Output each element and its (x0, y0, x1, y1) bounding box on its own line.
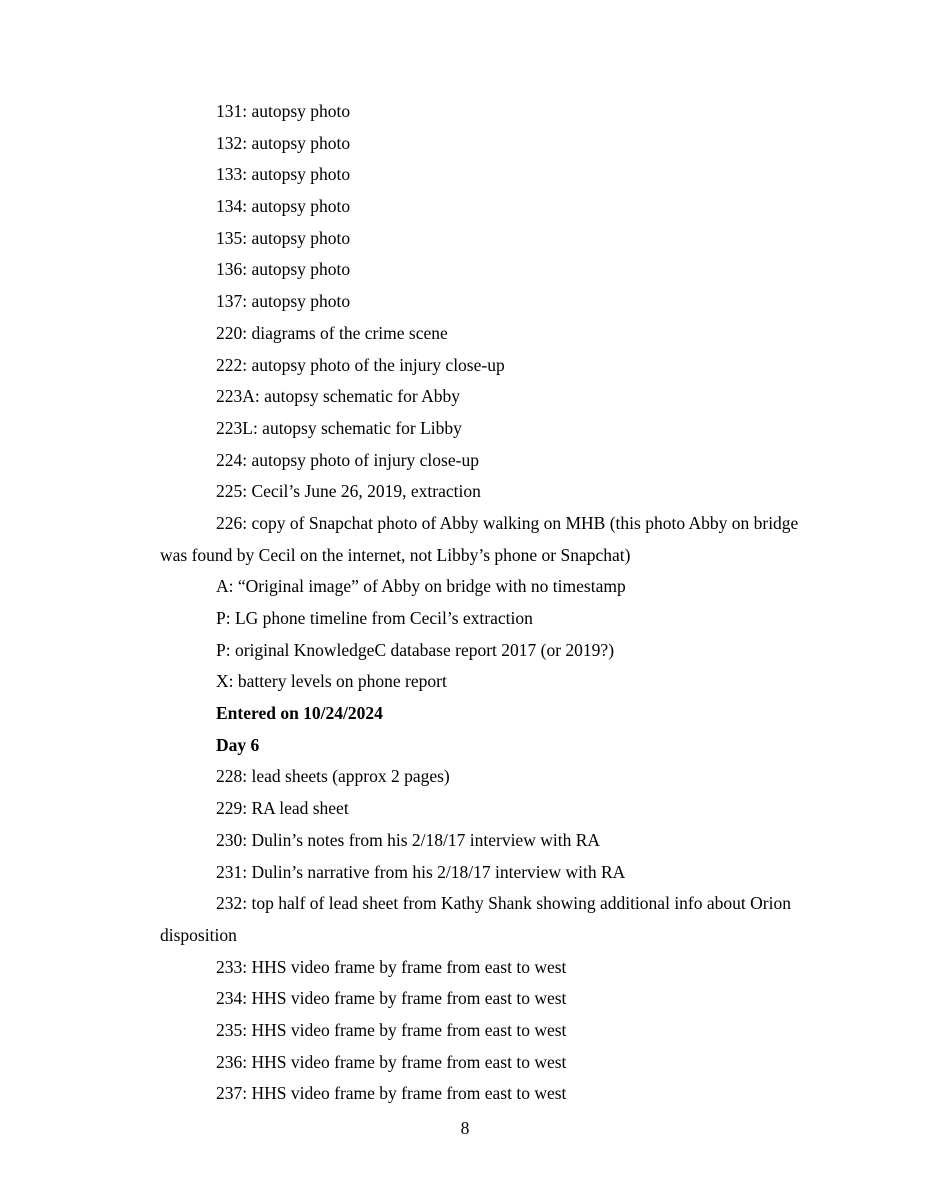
exhibit-entry: 133: autopsy photo (216, 164, 351, 185)
exhibit-entry: 135: autopsy photo (216, 227, 351, 248)
exhibit-entry: 233: HHS video frame by frame from east to west (216, 956, 567, 977)
exhibit-entry: 237: HHS video frame by frame from east to west (216, 1083, 567, 1104)
exhibit-entry: 134: autopsy photo (216, 196, 351, 217)
exhibit-entry: 223A: autopsy schematic for Abby (216, 386, 460, 407)
exhibit-entry: 224: autopsy photo of injury close-up (216, 449, 479, 470)
exhibit-entry: 231: Dulin’s narrative from his 2/18/17 interview with RA (216, 861, 626, 882)
exhibit-entry: X: battery levels on phone report (216, 671, 447, 692)
exhibit-entry: A: “Original image” of Abby on bridge with no timestamp (216, 576, 626, 597)
exhibit-entry: 225: Cecil’s June 26, 2019, extraction (216, 481, 481, 502)
exhibit-entry: 132: autopsy photo (216, 132, 351, 153)
exhibit-entry: 230: Dulin’s notes from his 2/18/17 interview with RA (216, 829, 601, 850)
exhibit-entry-continuation: was found by Cecil on the internet, not Libby’s phone or Snapchat) (160, 544, 631, 565)
exhibit-entry: P: original KnowledgeC database report 2017 (or 2019?) (216, 639, 615, 660)
exhibit-entry: 220: diagrams of the crime scene (216, 322, 448, 343)
exhibit-entry: 136: autopsy photo (216, 259, 351, 280)
section-heading: Entered on 10/24/2024 (216, 703, 383, 724)
exhibit-entry-continuation: disposition (160, 924, 237, 945)
exhibit-list (160, 96, 840, 1110)
section-heading: Day 6 (216, 734, 260, 755)
exhibit-entry: 234: HHS video frame by frame from east to west (216, 988, 567, 1009)
exhibit-entry: 232: top half of lead sheet from Kathy Shank showing additional info about Orion (216, 893, 791, 914)
exhibit-entry: 229: RA lead sheet (216, 798, 349, 819)
page-number: 8 (460, 1118, 470, 1138)
exhibit-entry: 223L: autopsy schematic for Libby (216, 417, 462, 438)
exhibit-entry: P: LG phone timeline from Cecil’s extraction (216, 608, 533, 628)
exhibit-entry: 235: HHS video frame by frame from east to west (216, 1019, 567, 1040)
exhibit-entry: 222: autopsy photo of the injury close-up (216, 354, 505, 375)
exhibit-entry: 236: HHS video frame by frame from east to west (216, 1051, 567, 1072)
exhibit-entry: 228: lead sheets (approx 2 pages) (216, 766, 450, 787)
exhibit-entry: 226: copy of Snapchat photo of Abby walking on MHB (this photo Abby on bridge (216, 512, 799, 533)
exhibit-entry: 131: autopsy photo (216, 101, 351, 121)
exhibit-entry: 137: autopsy photo (216, 291, 351, 312)
